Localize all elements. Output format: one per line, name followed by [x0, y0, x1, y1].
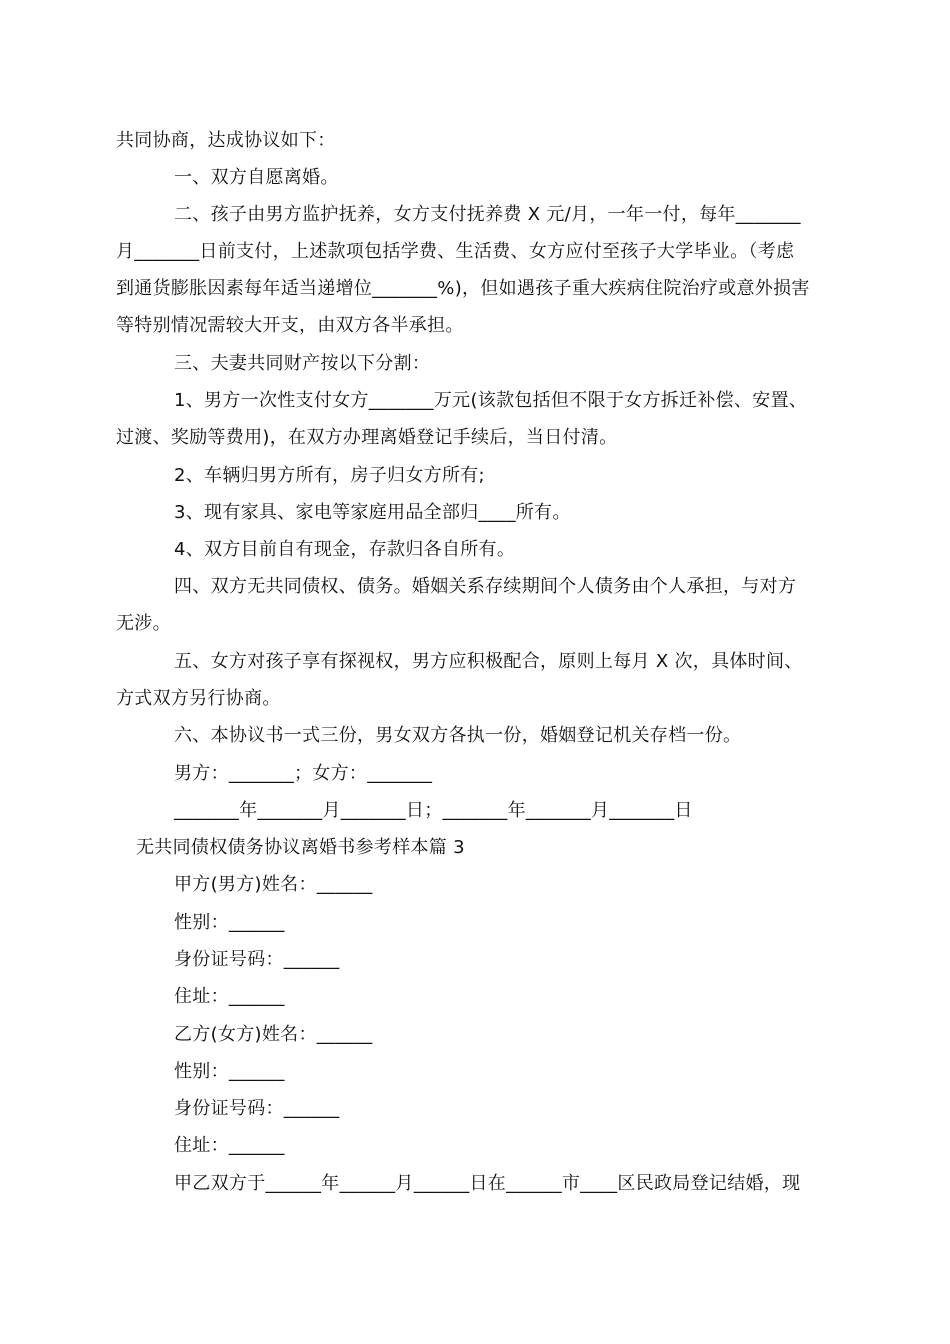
form-field: 身份证号码：______ [174, 1098, 340, 1119]
text-line: 四、双方无共同债权、债务。婚姻关系存续期间个人债务由个人承担，与对方 [174, 576, 797, 597]
text-line: 等特别情况需较大开支，由双方各半承担。 [116, 315, 464, 336]
text-line: 过渡、奖励等费用)，在双方办理离婚登记手续后，当日付清。 [116, 427, 618, 448]
form-field: 性别：______ [174, 1061, 285, 1082]
text-line: 4、双方目前自有现金，存款归各自所有。 [174, 539, 516, 560]
text-line: 2、车辆归男方所有，房子归女方所有; [174, 465, 485, 486]
date-line: _______年_______月_______日；_______年_______月_______日 [174, 800, 693, 821]
text-line: 无涉。 [116, 613, 171, 634]
text-line: 1、男方一次性支付女方_______万元(该款包括但不限于女方拆迁补偿、安置、 [174, 390, 808, 411]
text-line: 三、夫妻共同财产按以下分割： [174, 353, 431, 374]
form-field: 住址：______ [174, 1135, 285, 1156]
form-field: 甲方(男方)姓名：______ [174, 874, 373, 895]
text-line: 五、女方对孩子享有探视权，男方应积极配合，原则上每月 X 次，具体时间、 [174, 651, 803, 672]
text-line: 一、双方自愿离婚。 [174, 167, 339, 188]
form-field: 性别：______ [174, 912, 285, 933]
text-line: 共同协商，达成协议如下： [116, 130, 336, 151]
form-field: 乙方(女方)姓名：______ [174, 1024, 373, 1045]
text-line: 甲乙双方于______年______月______日在______市____区民政局登记结婚，现 [174, 1173, 801, 1194]
signature-line: 男方：_______；女方：_______ [174, 763, 433, 784]
text-line: 六、本协议书一式三份，男女双方各执一份，婚姻登记机关存档一份。 [174, 725, 742, 746]
text-line: 二、孩子由男方监护抚养，女方支付抚养费 X 元/月，一年一付，每年_______ [174, 204, 801, 225]
text-line: 3、现有家具、家电等家庭用品全部归____所有。 [174, 502, 571, 523]
section-heading: 无共同债权债务协议离婚书参考样本篇 3 [136, 837, 465, 858]
text-line: 月_______日前支付，上述款项包括学费、生活费、女方应付至孩子大学毕业。（考虑 [116, 241, 795, 262]
form-field: 身份证号码：______ [174, 949, 340, 970]
text-line: 方式双方另行协商。 [116, 688, 281, 709]
form-field: 住址：______ [174, 986, 285, 1007]
text-line: 到通货膨胀因素每年适当递增位_______%)，但如遇孩子重大疾病住院治疗或意外损害 [116, 278, 810, 299]
